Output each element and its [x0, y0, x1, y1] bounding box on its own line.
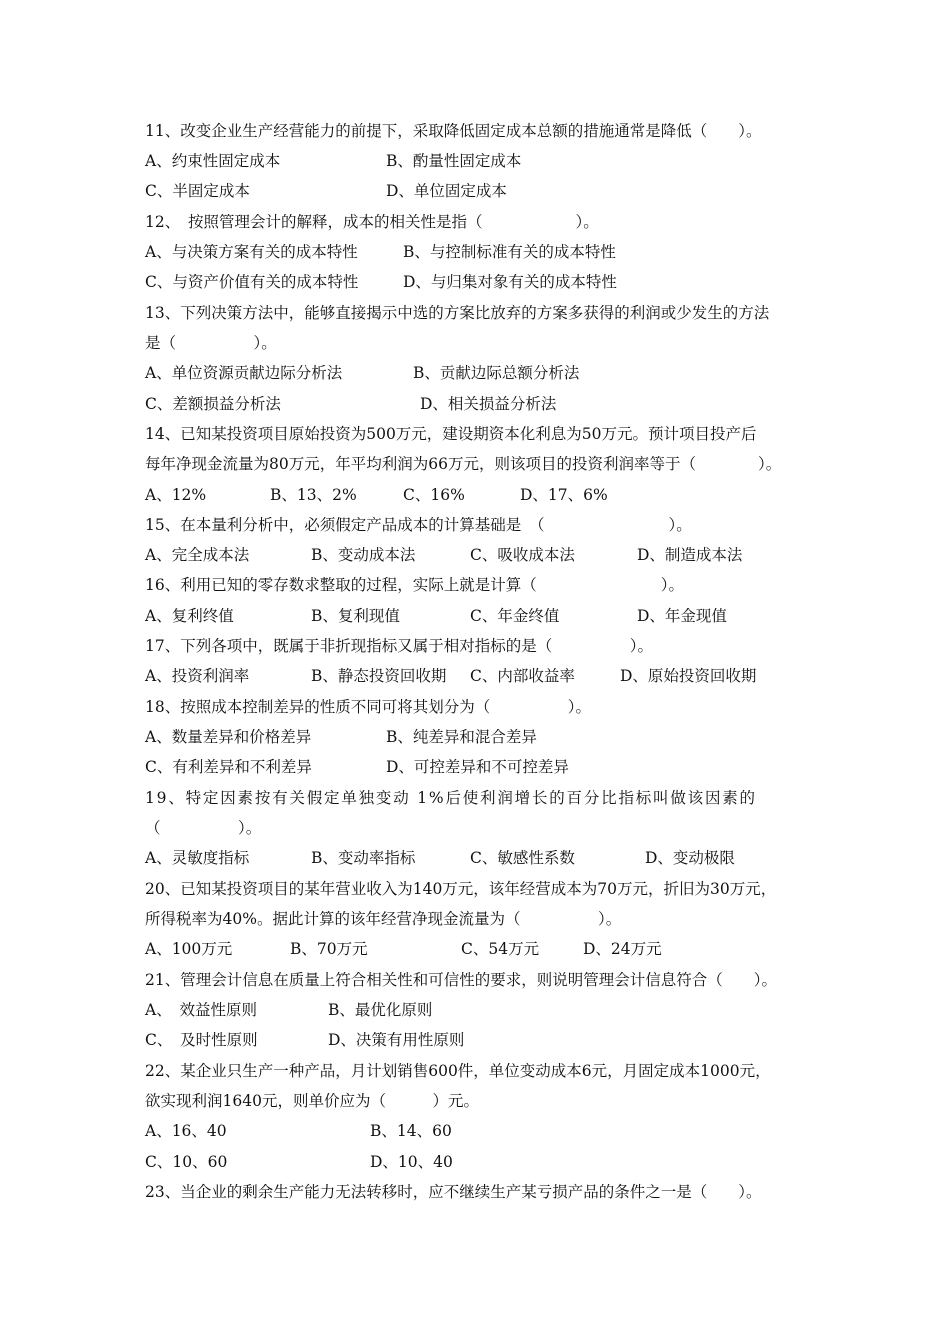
question-16-stem: 16、利用已知的零存数求整取的过程，实际上就是计算（ ）。: [145, 576, 684, 594]
question-16-option-d: D、年金现值: [637, 607, 727, 625]
question-18-option-c: C、有利差异和不利差异: [145, 758, 312, 776]
question-14-stem-line-1: 14、已知某投资项目原始投资为500万元，建设期资本化利息为50万元。预计项目投产后: [145, 425, 757, 443]
question-11-options-row-2: [145, 180, 507, 202]
question-12-option-d: D、与归集对象有关的成本特性: [403, 273, 617, 291]
question-18-option-a: A、数量差异和价格差异: [145, 728, 312, 746]
question-13-stem-line-2: 是（ ）。: [145, 334, 277, 352]
question-13-options-row-2: [145, 393, 557, 415]
question-16-option-b: B、复利现值: [311, 607, 400, 625]
question-23-stem: 23、当企业的剩余生产能力无法转移时，应不继续生产某亏损产品的条件之一是（ ）。: [145, 1183, 762, 1201]
question-13-option-d: D、相关损益分析法: [420, 395, 557, 413]
question-15-options-row: [145, 544, 743, 566]
question-15-stem: 15、在本量利分析中，必须假定产品成本的计算基础是 （ ）。: [145, 516, 692, 534]
question-22-stem-line-2: 欲实现利润1640元，则单价应为（ ）元。: [145, 1092, 479, 1110]
question-22-option-c: C、10、60: [145, 1153, 228, 1171]
question-18-option-d: D、可控差异和不可控差异: [386, 758, 569, 776]
question-14-stem-line-2: 每年净现金流量为80万元，年平均利润为66万元，则该项目的投资利润率等于（ ）。: [145, 455, 782, 473]
question-15-option-b: B、变动成本法: [311, 546, 416, 564]
question-20-option-b: B、70万元: [290, 940, 368, 958]
question-16-option-c: C、年金终值: [470, 607, 560, 625]
question-21-option-c: C、 及时性原则: [145, 1031, 258, 1049]
question-17-option-c: C、内部收益率: [470, 667, 575, 685]
question-14-option-a: A、12%: [145, 486, 207, 504]
question-12-option-b: B、与控制标准有关的成本特性: [403, 243, 616, 261]
question-13-stem-line-1: 13、下列决策方法中，能够直接揭示中选的方案比放弃的方案多获得的利润或少发生的方法: [145, 304, 770, 322]
question-14-option-d: D、17、6%: [520, 486, 608, 504]
question-11-option-c: C、半固定成本: [145, 182, 250, 200]
question-20-options-row: [145, 938, 662, 960]
question-17-option-b: B、静态投资回收期: [311, 667, 447, 685]
question-19-stem-line-2: （ ）。: [145, 819, 262, 837]
question-20-stem-line-2: 所得税率为40%。据此计算的该年经营净现金流量为（ ）。: [145, 910, 622, 928]
question-11-option-d: D、单位固定成本: [386, 182, 507, 200]
question-20-option-a: A、100万元: [145, 940, 233, 958]
question-15-option-c: C、吸收成本法: [470, 546, 575, 564]
question-14-option-b: B、13、2%: [270, 486, 357, 504]
question-16-option-a: A、复利终值: [145, 607, 234, 625]
question-12-options-row-1: [145, 241, 616, 263]
question-22-stem-line-1: 22、某企业只生产一种产品，月计划销售600件，单位变动成本6元，月固定成本1000元，: [145, 1062, 771, 1080]
question-22-option-b: B、14、60: [370, 1122, 452, 1140]
question-12-option-c: C、与资产价值有关的成本特性: [145, 273, 359, 291]
question-15-option-d: D、制造成本法: [637, 546, 743, 564]
question-14-options-row: [145, 484, 608, 506]
question-21-option-d: D、决策有用性原则: [328, 1031, 465, 1049]
question-19-option-d: D、变动极限: [645, 849, 735, 867]
question-11-stem: 11、改变企业生产经营能力的前提下，采取降低固定成本总额的措施通常是降低（ ）。: [145, 122, 762, 140]
question-21-options-row-1: [145, 999, 433, 1021]
question-12-option-a: A、与决策方案有关的成本特性: [145, 243, 358, 261]
question-20-stem-line-1: 20、已知某投资项目的某年营业收入为140万元，该年经营成本为70万元，折旧为30万元，: [145, 880, 777, 898]
question-19-option-a: A、灵敏度指标: [145, 849, 250, 867]
question-21-options-row-2: [145, 1029, 465, 1051]
question-18-options-row-1: [145, 726, 537, 748]
question-11-option-a: A、约束性固定成本: [145, 152, 281, 170]
question-14-option-c: C、16%: [403, 486, 465, 504]
question-12-stem: 12、 按照管理会计的解释，成本的相关性是指（ ）。: [145, 213, 599, 231]
question-11-options-row-1: [145, 150, 522, 172]
question-18-options-row-2: [145, 756, 569, 778]
question-20-option-c: C、54万元: [461, 940, 540, 958]
question-22-option-a: A、16、40: [145, 1122, 227, 1140]
question-18-option-b: B、纯差异和混合差异: [386, 728, 537, 746]
question-19-option-b: B、变动率指标: [311, 849, 416, 867]
question-19-option-c: C、敏感性系数: [470, 849, 575, 867]
question-13-option-b: B、贡献边际总额分析法: [413, 364, 580, 382]
question-21-stem: 21、管理会计信息在质量上符合相关性和可信性的要求，则说明管理会计信息符合（ ）。: [145, 971, 777, 989]
question-22-option-d: D、10、40: [370, 1153, 453, 1171]
question-19-stem-line-1: 19、特定因素按有关假定单独变动 1%后使利润增长的百分比指标叫做该因素的: [145, 789, 757, 807]
question-13-option-c: C、差额损益分析法: [145, 395, 281, 413]
question-21-option-a: A、 效益性原则: [145, 1001, 257, 1019]
question-22-options-row-2: [145, 1151, 453, 1173]
question-12-options-row-2: [145, 271, 617, 293]
question-17-option-d: D、原始投资回收期: [620, 667, 757, 685]
question-17-stem: 17、下列各项中，既属于非折现指标又属于相对指标的是（ ）。: [145, 637, 653, 655]
question-13-option-a: A、单位资源贡献边际分析法: [145, 364, 343, 382]
question-21-option-b: B、最优化原则: [328, 1001, 433, 1019]
question-17-options-row: [145, 665, 757, 687]
question-18-stem: 18、按照成本控制差异的性质不同可将其划分为（ ）。: [145, 698, 591, 716]
question-19-options-row: [145, 847, 735, 869]
question-15-option-a: A、完全成本法: [145, 546, 250, 564]
question-22-options-row-1: [145, 1120, 452, 1142]
question-11-option-b: B、酌量性固定成本: [386, 152, 522, 170]
question-20-option-d: D、24万元: [583, 940, 662, 958]
question-17-option-a: A、投资利润率: [145, 667, 250, 685]
question-13-options-row-1: [145, 362, 580, 384]
question-16-options-row: [145, 605, 727, 627]
